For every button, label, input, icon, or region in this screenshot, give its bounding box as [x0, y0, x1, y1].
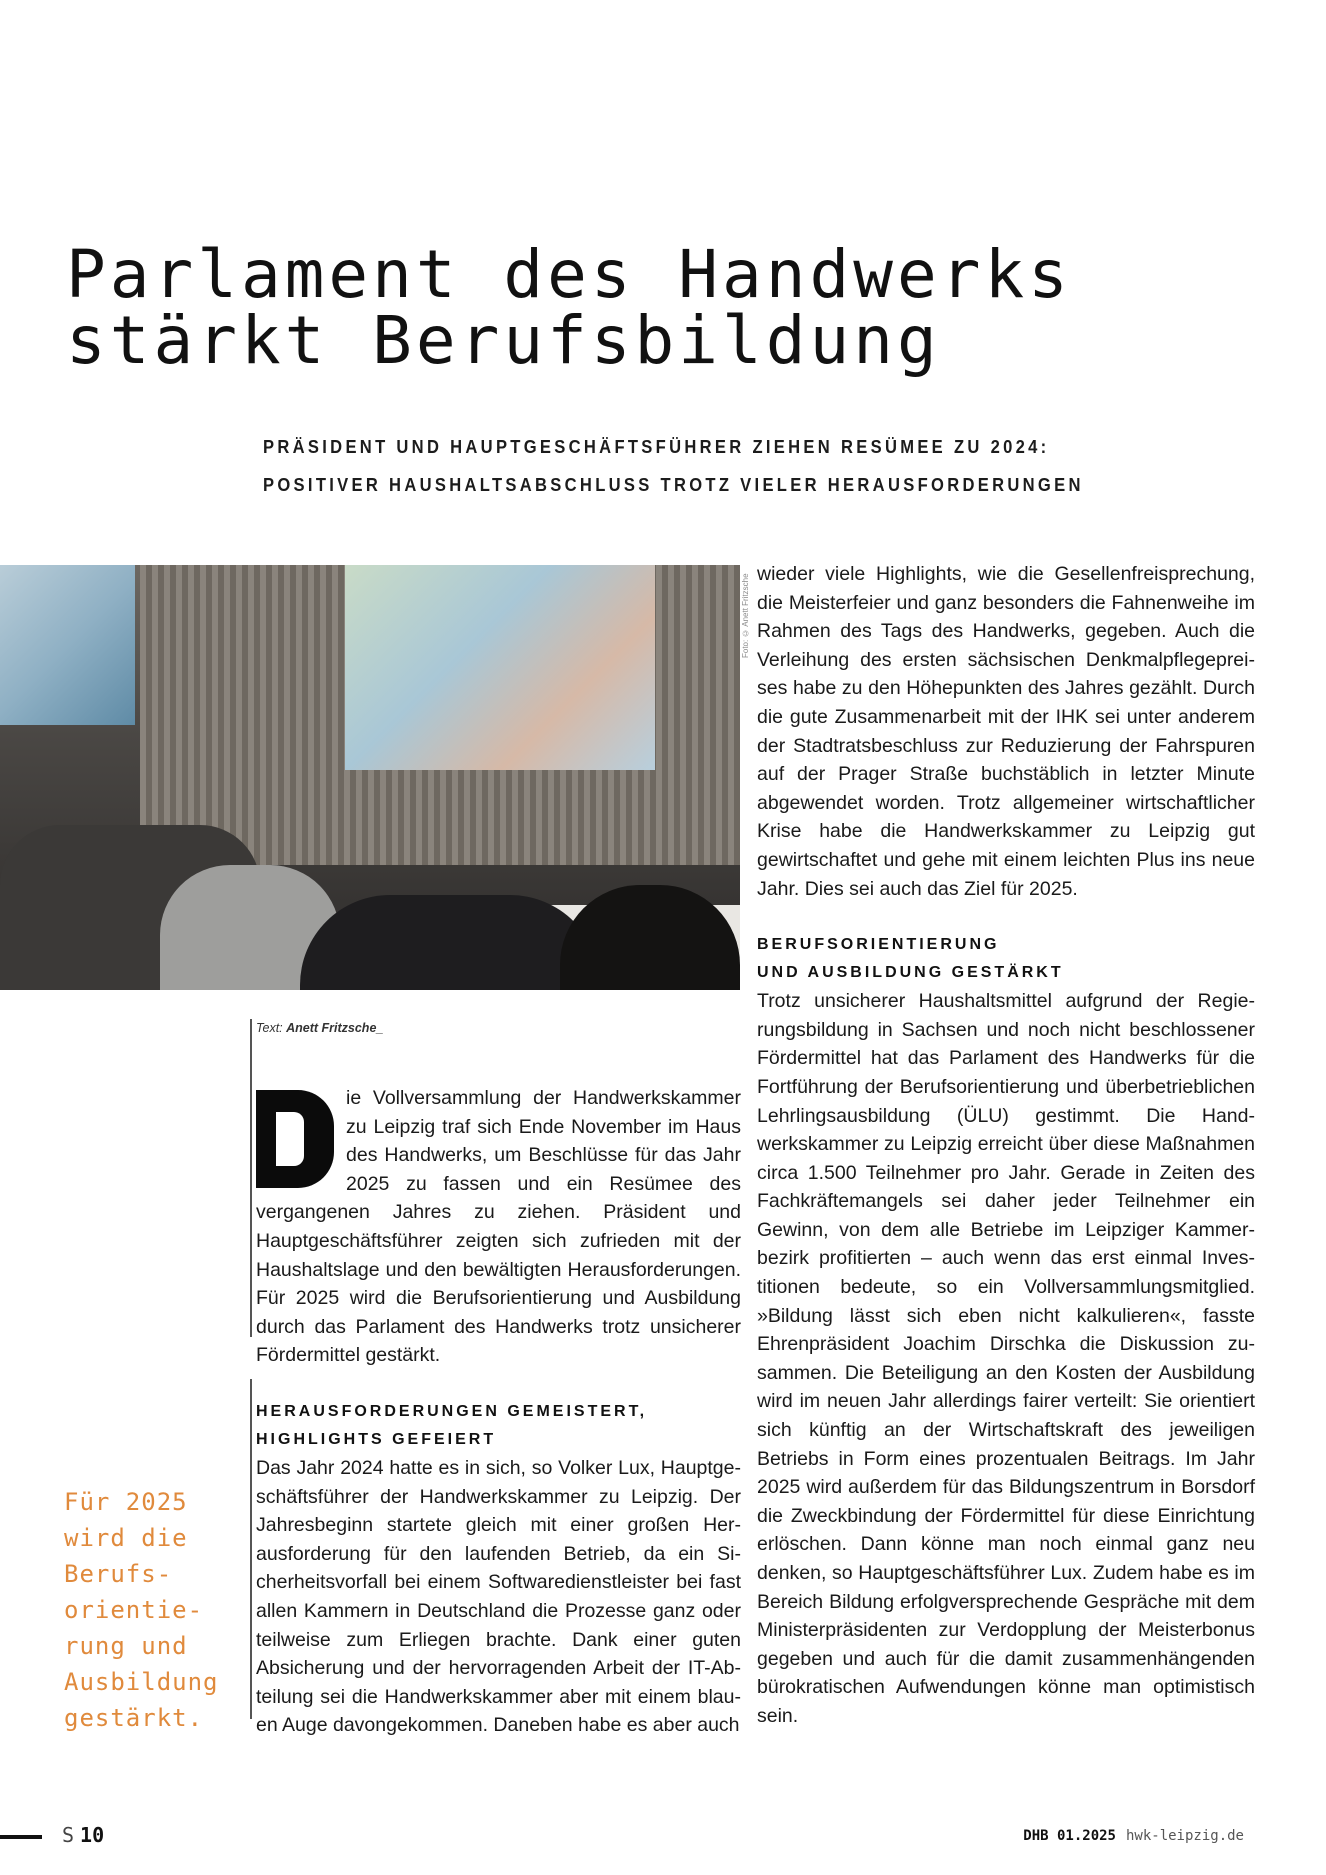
- section1-heading: [256, 1398, 741, 1454]
- intro-text: ie Vollversammlung der Handwerkskammer zu Leipzig traf sich Ende November im Haus des Handwerks, um Beschlüsse für das Jahr 2025 zu fassen und ein Resümee des vergangenen Jahres zu ziehen. Präsident und Hauptgeschäftsführer zeigten sich zufrieden mit der Haushaltslage und den bewältigten Herausforderungen. Für 2025 wird die Berufsorientierung und Ausbildung durch das Parlament des Handwerks trotz unsicherer Fördermittel gestärkt.: [256, 1087, 741, 1367]
- right-column: [757, 560, 1255, 1731]
- section1-body: Das Jahr 2024 hatte es in sich, so Volker Lux, Hauptgeschäftsführer der Handwerkskammer zu Leipzig. Der Jahresbeginn startete gleich mit einer großen Herausforderung für den laufenden Betrieb, da ein Sicherheitsvorfall bei einem Softwaredienstleister bei fast allen Kammern in Deutschland die Prozesse ganz oder teilweise zum Erliegen brachte. Dank einer guten Absicherung und der hervorragenden Arbeit der IT-Abteilung sei die Handwerkskammer aber mit einem blauen Auge davongekommen. Daneben habe es aber auch: [256, 1456, 741, 1737]
- photo-credit: Foto: © Anett Fritzsche: [741, 573, 750, 658]
- issue-label: DHB 01.2025: [1023, 1828, 1116, 1844]
- pull-quote-line: Ausbildung: [64, 1668, 219, 1696]
- pull-quote-line: rung und: [64, 1632, 188, 1660]
- section1-heading-line-1: HERAUSFORDERUNGEN GEMEISTERT,: [256, 1402, 648, 1420]
- intro-paragraph: [256, 1084, 741, 1370]
- footer-rule: [0, 1835, 42, 1839]
- pull-quote-line: Berufs-: [64, 1560, 173, 1588]
- title-line-1: Parlament des Handwerks: [66, 236, 1072, 313]
- dropcap: [256, 1090, 334, 1188]
- article-subtitle: [263, 428, 1091, 504]
- pull-quote-line: wird die: [64, 1524, 188, 1552]
- photo-screen-left: [0, 565, 135, 725]
- section2-heading: [757, 931, 1255, 987]
- middle-column: [256, 1020, 741, 1740]
- photo-screen-main: [345, 565, 655, 770]
- website-link[interactable]: hwk-leipzig.de: [1125, 1828, 1244, 1844]
- section2-heading-line-2: UND AUSBILDUNG GESTÄRKT: [757, 964, 1064, 982]
- subtitle-line-2: POSITIVER HAUSHALTSABSCHLUSS TROTZ VIELER HERAUSFORDERUNGEN: [263, 475, 1084, 495]
- photo-audience: [560, 885, 740, 990]
- subtitle-line-1: PRÄSIDENT UND HAUPTGESCHÄFTSFÜHRER ZIEHEN RESÜMEE ZU 2024:: [263, 437, 1050, 457]
- pull-quote-line: orientie-: [64, 1596, 204, 1624]
- byline-author: Anett Fritzsche_: [286, 1021, 384, 1035]
- section1-continued-text: wieder viele Highlights, wie die Gesellenfreisprechung, die Meisterfeier und ganz besonders die Fahnenweihe im Rahmen des Tags des Handwerks, gegeben. Auch die Verleihung des ersten sächsischen Denkmalpflegepreises habe zu den Höhepunkten des Jahres gezählt. Durch die gute Zusammenarbeit mit der IHK sei unter anderem der Stadtratsbeschluss zur Reduzierung der Fahrspuren auf der Prager Straße buchstäblich in letzter Minute abgewendet worden. Trotz allgemeiner wirtschaftlicher Krise habe die Handwerkskammer zu Leipzig gut gewirtschaftet und gehe mit einem leichten Plus ins neue Jahr. Dies sei auch das Ziel für 2025.: [757, 563, 1255, 900]
- pull-quote-line: gestärkt.: [64, 1704, 204, 1732]
- page-number: [62, 1822, 104, 1848]
- byline-label: Text:: [256, 1021, 287, 1035]
- byline: [256, 1020, 741, 1036]
- page-prefix: S: [62, 1823, 75, 1847]
- column-rule: [250, 1019, 252, 1337]
- pull-quote-line: Für 2025: [64, 1488, 188, 1516]
- photo-audience: [300, 895, 600, 990]
- column-rule: [250, 1379, 252, 1719]
- article-photo: [0, 565, 740, 990]
- page-number-value: 10: [80, 1823, 105, 1847]
- footer-publication: [1023, 1826, 1244, 1846]
- article-title: [66, 236, 1266, 379]
- section1-heading-line-2: HIGHLIGHTS GEFEIERT: [256, 1430, 497, 1448]
- section2-body: Trotz unsicherer Haushaltsmittel aufgrund der Regierungsbildung in Sachsen und noch nicht beschlossener Fördermittel hat das Parlament des Handwerks für die Fortführung der Berufsorientierung und überbetrieblichen Lehrlingsausbildung (ÜLU) gestimmt. Die Handwerkskammer zu Leipzig erreicht über diese Maßnahmen circa 1.500 Teilnehmer pro Jahr. Gerade in Zeiten des Fachkräftemangels sei daher jeder Teilnehmer ein Gewinn, von dem alle Betriebe im Leipziger Kammerbezirk profitierten – auch wenn das erst einmal Investitionen bedeute, so ein Vollversammlungsmitglied. »Bildung lässt sich eben nicht kalkulieren«, fasste Ehrenpräsident Joachim Dirschka die Diskussion zusammen. Die Beteiligung an den Kosten der Ausbildung wird im neuen Jahr allerdings fairer verteilt: Sie orientiert sich künftig an der Wirtschaftskraft des jeweiligen Betriebs in Form eines prozentualen Beitrags. Im Jahr 2025 wird außerdem für das Bildungszentrum in Borsdorf die Zweckbindung der Fördermittel für diese Einrichtung erlöschen. Dann könne man noch einmal ganz neu denken, so Hauptgeschäftsführer Lux. Zudem habe es im Bereich Bildung erfolgversprechende Gespräche mit dem Ministerpräsidenten zur Verdopplung der Meisterbonus gegeben und auch für die damit zusammenhängenden bürokratischen Aufwendungen könne man optimistisch sein.: [757, 990, 1255, 1727]
- section2-heading-line-1: BERUFSORIENTIERUNG: [757, 936, 1000, 954]
- pull-quote: [64, 1484, 244, 1736]
- title-line-2: stärkt Berufsbildung: [66, 302, 941, 379]
